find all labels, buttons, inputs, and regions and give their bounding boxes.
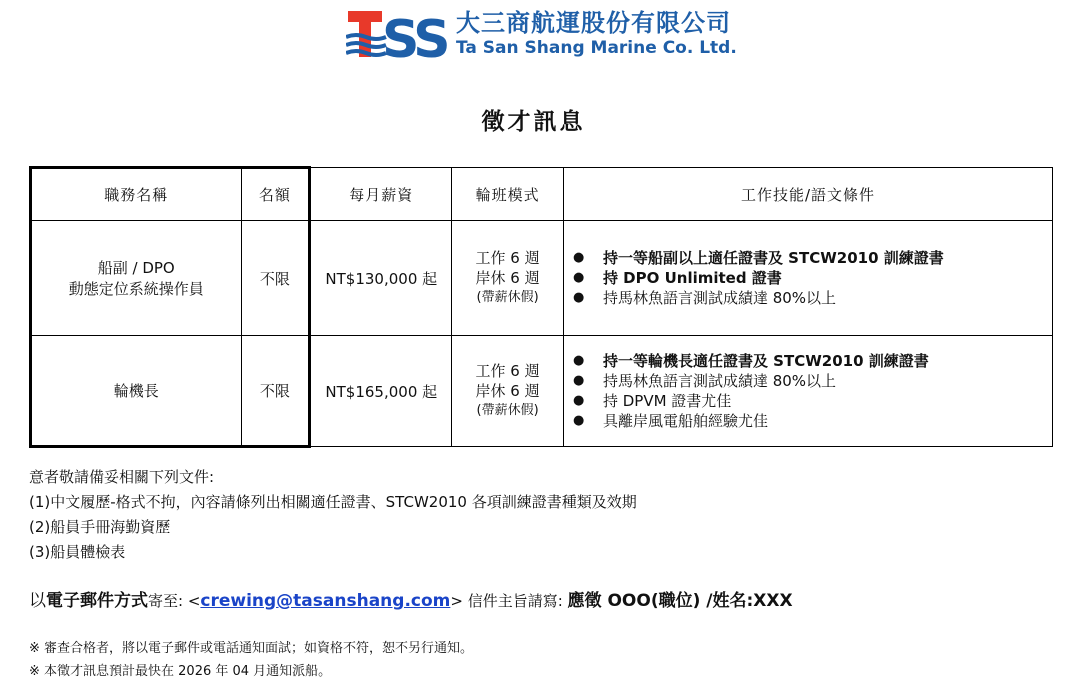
position-cell: [31, 221, 242, 336]
company-name-en: Ta San Shang Marine Co. Ltd.: [456, 38, 737, 58]
company-name-cn: 大三商航運股份有限公司: [456, 9, 731, 37]
col-header-quota: 名額: [241, 168, 310, 221]
document-item: (3)船員體檢表: [29, 543, 126, 561]
position-title: 輪機長: [113, 382, 159, 400]
quota-cell: 不限: [241, 336, 310, 447]
requirement-item: ● 持一等輪機長適任證書及 STCW2010 訓練證書: [573, 351, 1051, 371]
rotation-cell: [452, 221, 564, 336]
salary-cell: NT$130,000 起: [310, 221, 452, 336]
requirements-list: [565, 351, 1051, 431]
email-link[interactable]: crewing@tasanshang.com: [200, 591, 451, 611]
document-item: (1)中文履歷-格式不拘，內容請條列出相關適任證書、STCW2010 各項訓練證書種類及效期: [29, 493, 637, 511]
requirement-item: ● 持 DPVM 證書尤佳: [573, 391, 1051, 411]
rotation-note: (帶薪休假): [476, 290, 539, 305]
note-item: ※ 審查合格者，將以電子郵件或電話通知面試；如資格不符，恕不另行通知。: [29, 641, 474, 656]
col-header-position: 職務名稱: [31, 168, 242, 221]
requirements-list: [565, 248, 1051, 308]
svg-text:SS: SS: [382, 10, 447, 61]
subject-value: 應徵 OOO(職位) /姓名:XXX: [567, 591, 793, 611]
contact-send-to: 寄至: <: [148, 592, 201, 610]
position-cell: [31, 336, 242, 447]
note-item: ※ 本徵才訊息預計最快在 2026 年 04 月通知派船。: [29, 664, 332, 679]
subject-label: 信件主旨請寫:: [462, 592, 568, 610]
rotation-note: (帶薪休假): [476, 403, 539, 418]
salary-cell: NT$165,000 起: [310, 336, 452, 447]
table-header-row: [31, 168, 1053, 221]
col-header-salary: 每月薪資: [310, 168, 452, 221]
documents-section: [29, 465, 637, 565]
requirement-item: ● 持馬林魚語言測試成績達 80%以上: [573, 371, 1051, 391]
col-header-rotation: 輪班模式: [452, 168, 564, 221]
rotation-work: 工作 6 週: [475, 249, 540, 267]
requirements-cell: [563, 336, 1052, 447]
requirement-item: ● 持一等船副以上適任證書及 STCW2010 訓練證書: [573, 248, 1051, 268]
requirement-item: ● 持馬林魚語言測試成績達 80%以上: [573, 288, 1051, 308]
rotation-rest: 岸休 6 週: [475, 382, 540, 400]
page-title: 徵才訊息: [481, 109, 586, 135]
requirement-item: ● 持 DPO Unlimited 證書: [573, 268, 1051, 288]
rotation-rest: 岸休 6 週: [475, 269, 540, 287]
col-header-requirements: 工作技能/語文條件: [563, 168, 1052, 221]
company-header: [346, 6, 737, 62]
position-subtitle: 動態定位系統操作員: [68, 280, 204, 298]
rotation-cell: [452, 336, 564, 447]
tss-logo: [346, 7, 450, 61]
table-row: [31, 221, 1053, 336]
documents-intro: 意者敬請備妥相關下列文件:: [29, 468, 215, 486]
contact-line: [29, 586, 793, 611]
requirement-item: ● 具離岸風電船舶經驗尤佳: [573, 411, 1051, 431]
jobs-table: [29, 166, 1053, 448]
contact-close: >: [450, 592, 463, 610]
notes-section: [29, 637, 473, 683]
quota-cell: 不限: [241, 221, 310, 336]
document-item: (2)船員手冊海勤資歷: [29, 518, 171, 536]
position-title: 船副 / DPO: [97, 259, 175, 277]
logo-text: TSS: [346, 7, 348, 8]
contact-method: 電子郵件方式: [46, 591, 148, 611]
contact-prefix: 以: [29, 591, 46, 611]
table-row: [31, 336, 1053, 447]
rotation-work: 工作 6 週: [475, 362, 540, 380]
requirements-cell: [563, 221, 1052, 336]
